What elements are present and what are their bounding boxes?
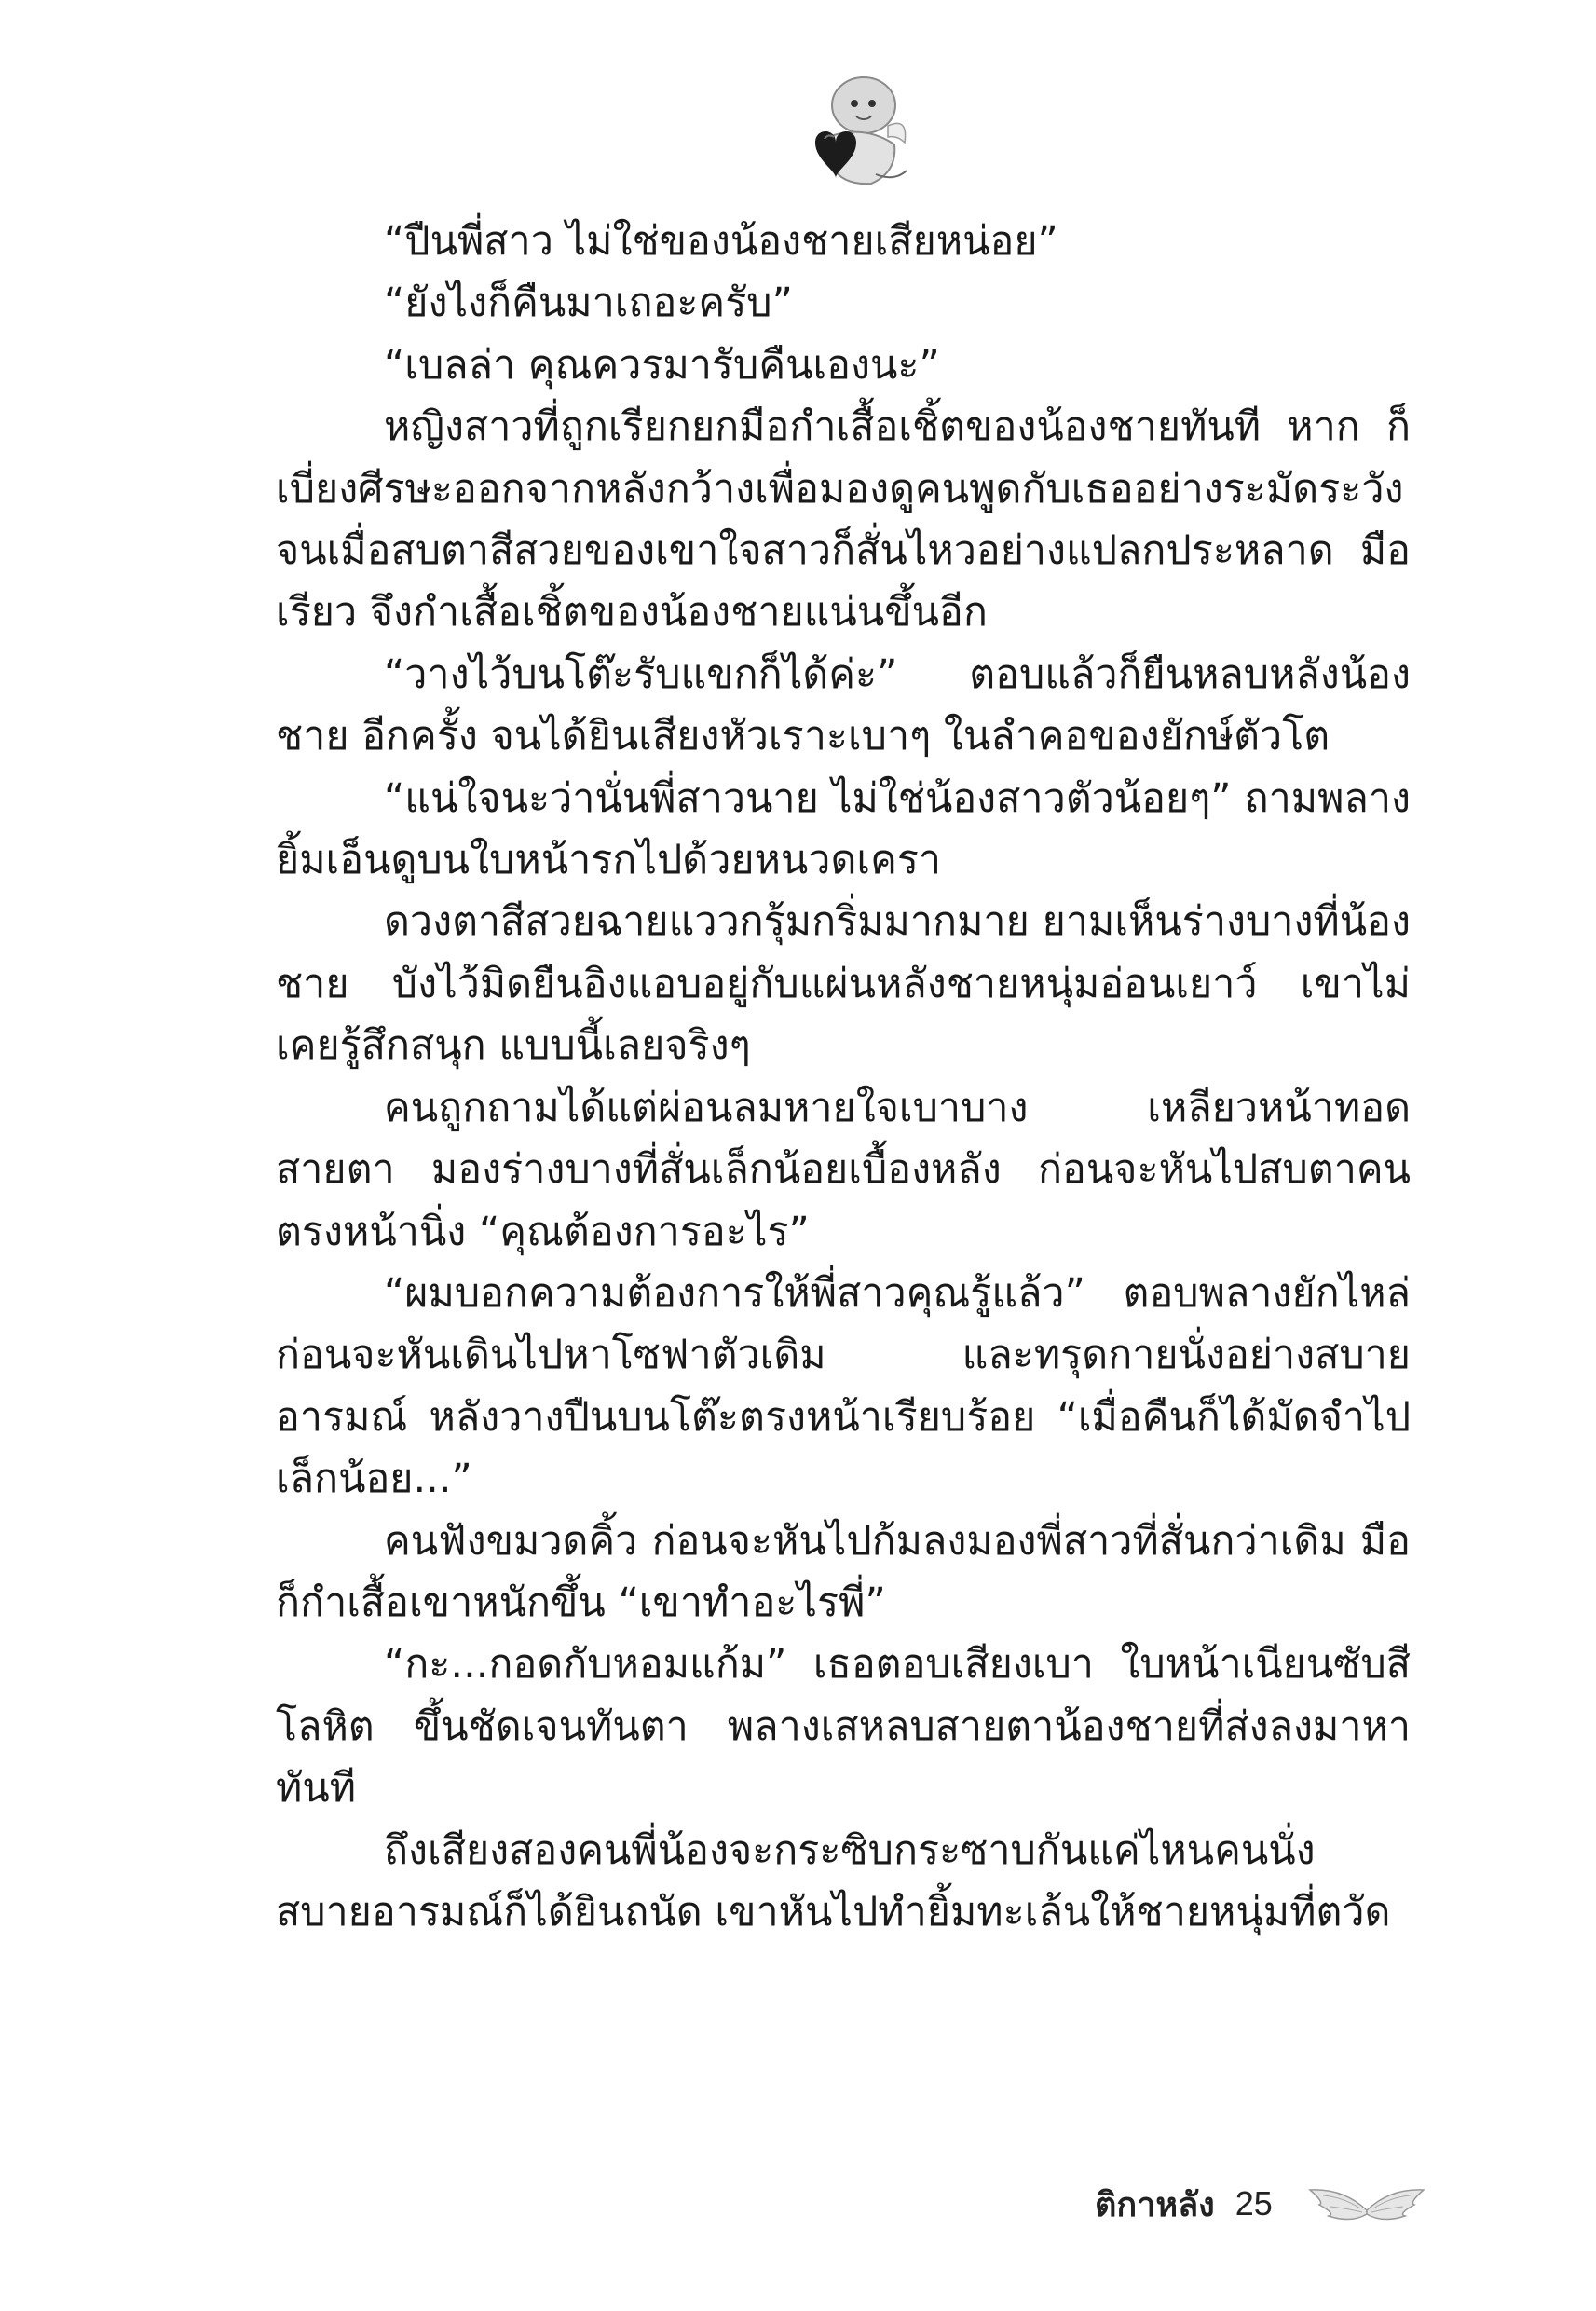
page-number: 25 bbox=[1235, 2184, 1273, 2222]
page-footer bbox=[1095, 2176, 1427, 2232]
story-paragraph: ดวงตาสีสวยฉายแววกรุ้มกริ่มมากมาย ยามเห็นร่างบางที่น้องชาย บังไว้มิดยืนอิงแอบอยู่กับแผ่นหลังชายหนุ่มอ่อนเยาว์ เขาไม่เคยรู้สึกสนุก แบบนี้เลยจริงๆ bbox=[276, 898, 1411, 1070]
story-paragraph: “เบลล่า คุณควรมารับคืนเองนะ” bbox=[384, 341, 940, 389]
story-paragraph: “ปืนพี่สาว ไม่ใช่ของน้องชายเสียหน่อย” bbox=[384, 218, 1058, 265]
story-paragraph: คนฟังขมวดคิ้ว ก่อนจะหันไปก้มลงมองพี่สาวที่สั่นกว่าเดิม มือ ก็กำเสื้อเขาหนักขึ้น “เขาทำอะไรพี่” bbox=[276, 1517, 1411, 1626]
book-title: ติกาหลัง bbox=[1095, 2185, 1215, 2224]
story-paragraph: “วางไว้บนโต๊ะรับแขกก็ได้ค่ะ” ตอบแล้วก็ยืนหลบหลังน้องชาย อีกครั้ง จนได้ยินเสียงหัวเราะเบาๆ ในลำคอของยักษ์ตัวโต bbox=[276, 650, 1411, 760]
story-paragraph: “แน่ใจนะว่านั่นพี่สาวนาย ไม่ใช่น้องสาวตัวน้อยๆ” ถามพลาง ยิ้มเอ็นดูบนใบหน้ารกไปด้วยหนวดเครา bbox=[276, 774, 1411, 884]
story-paragraph: “ยังไงก็คืนมาเถอะครับ” bbox=[384, 280, 793, 327]
story-text bbox=[276, 211, 1411, 1943]
story-paragraph: “ผมบอกความต้องการให้พี่สาวคุณรู้แล้ว” ตอบพลางยักไหล่ ก่อนจะหันเดินไปหาโซฟาตัวเดิม และทรุดกายนั่งอย่างสบายอารมณ์ หลังวางปืนบนโต๊ะตรงหน้าเรียบร้อย “เมื่อคืนก็ได้มัดจำไปเล็กน้อย...” bbox=[276, 1269, 1411, 1503]
story-paragraph: หญิงสาวที่ถูกเรียกยกมือกำเสื้อเชิ้ตของน้องชายทันที หาก ก็เบี่ยงศีรษะออกจากหลังกว้างเพื่อมองดูคนพูดกับเธออย่างระมัดระวัง จนเมื่อสบตาสีสวยของเขาใจสาวก็สั่นไหวอย่างแปลกประหลาด มือเรียว จึงกำเสื้อเชิ้ตของน้องชายแน่นขึ้นอีก bbox=[276, 403, 1411, 636]
angel-wings-icon bbox=[1306, 2182, 1427, 2225]
story-paragraph: ถึงเสียงสองคนพี่น้องจะกระซิบกระซาบกันแค่ไหนคนนั่ง สบายอารมณ์ก็ได้ยินถนัด เขาหันไปทำยิ้มทะเล้นให้ชายหนุ่มที่ตวัด bbox=[276, 1826, 1391, 1935]
cupid-holding-heart-icon bbox=[778, 70, 908, 191]
story-paragraph: “กะ...กอดกับหอมแก้ม” เธอตอบเสียงเบา ใบหน้าเนียนซับสีโลหิต ขึ้นชัดเจนทันตา พลางเสหลบสายตาน้องชายที่ส่งลงมาหาทันที bbox=[276, 1641, 1411, 1812]
story-paragraph: คนถูกถามได้แต่ผ่อนลมหายใจเบาบาง เหลียวหน้าทอดสายตา มองร่างบางที่สั่นเล็กน้อยเบื้องหลัง ก่อนจะหันไปสบตาคนตรงหน้านิ่ง “คุณต้องการอะไร” bbox=[276, 1084, 1411, 1255]
